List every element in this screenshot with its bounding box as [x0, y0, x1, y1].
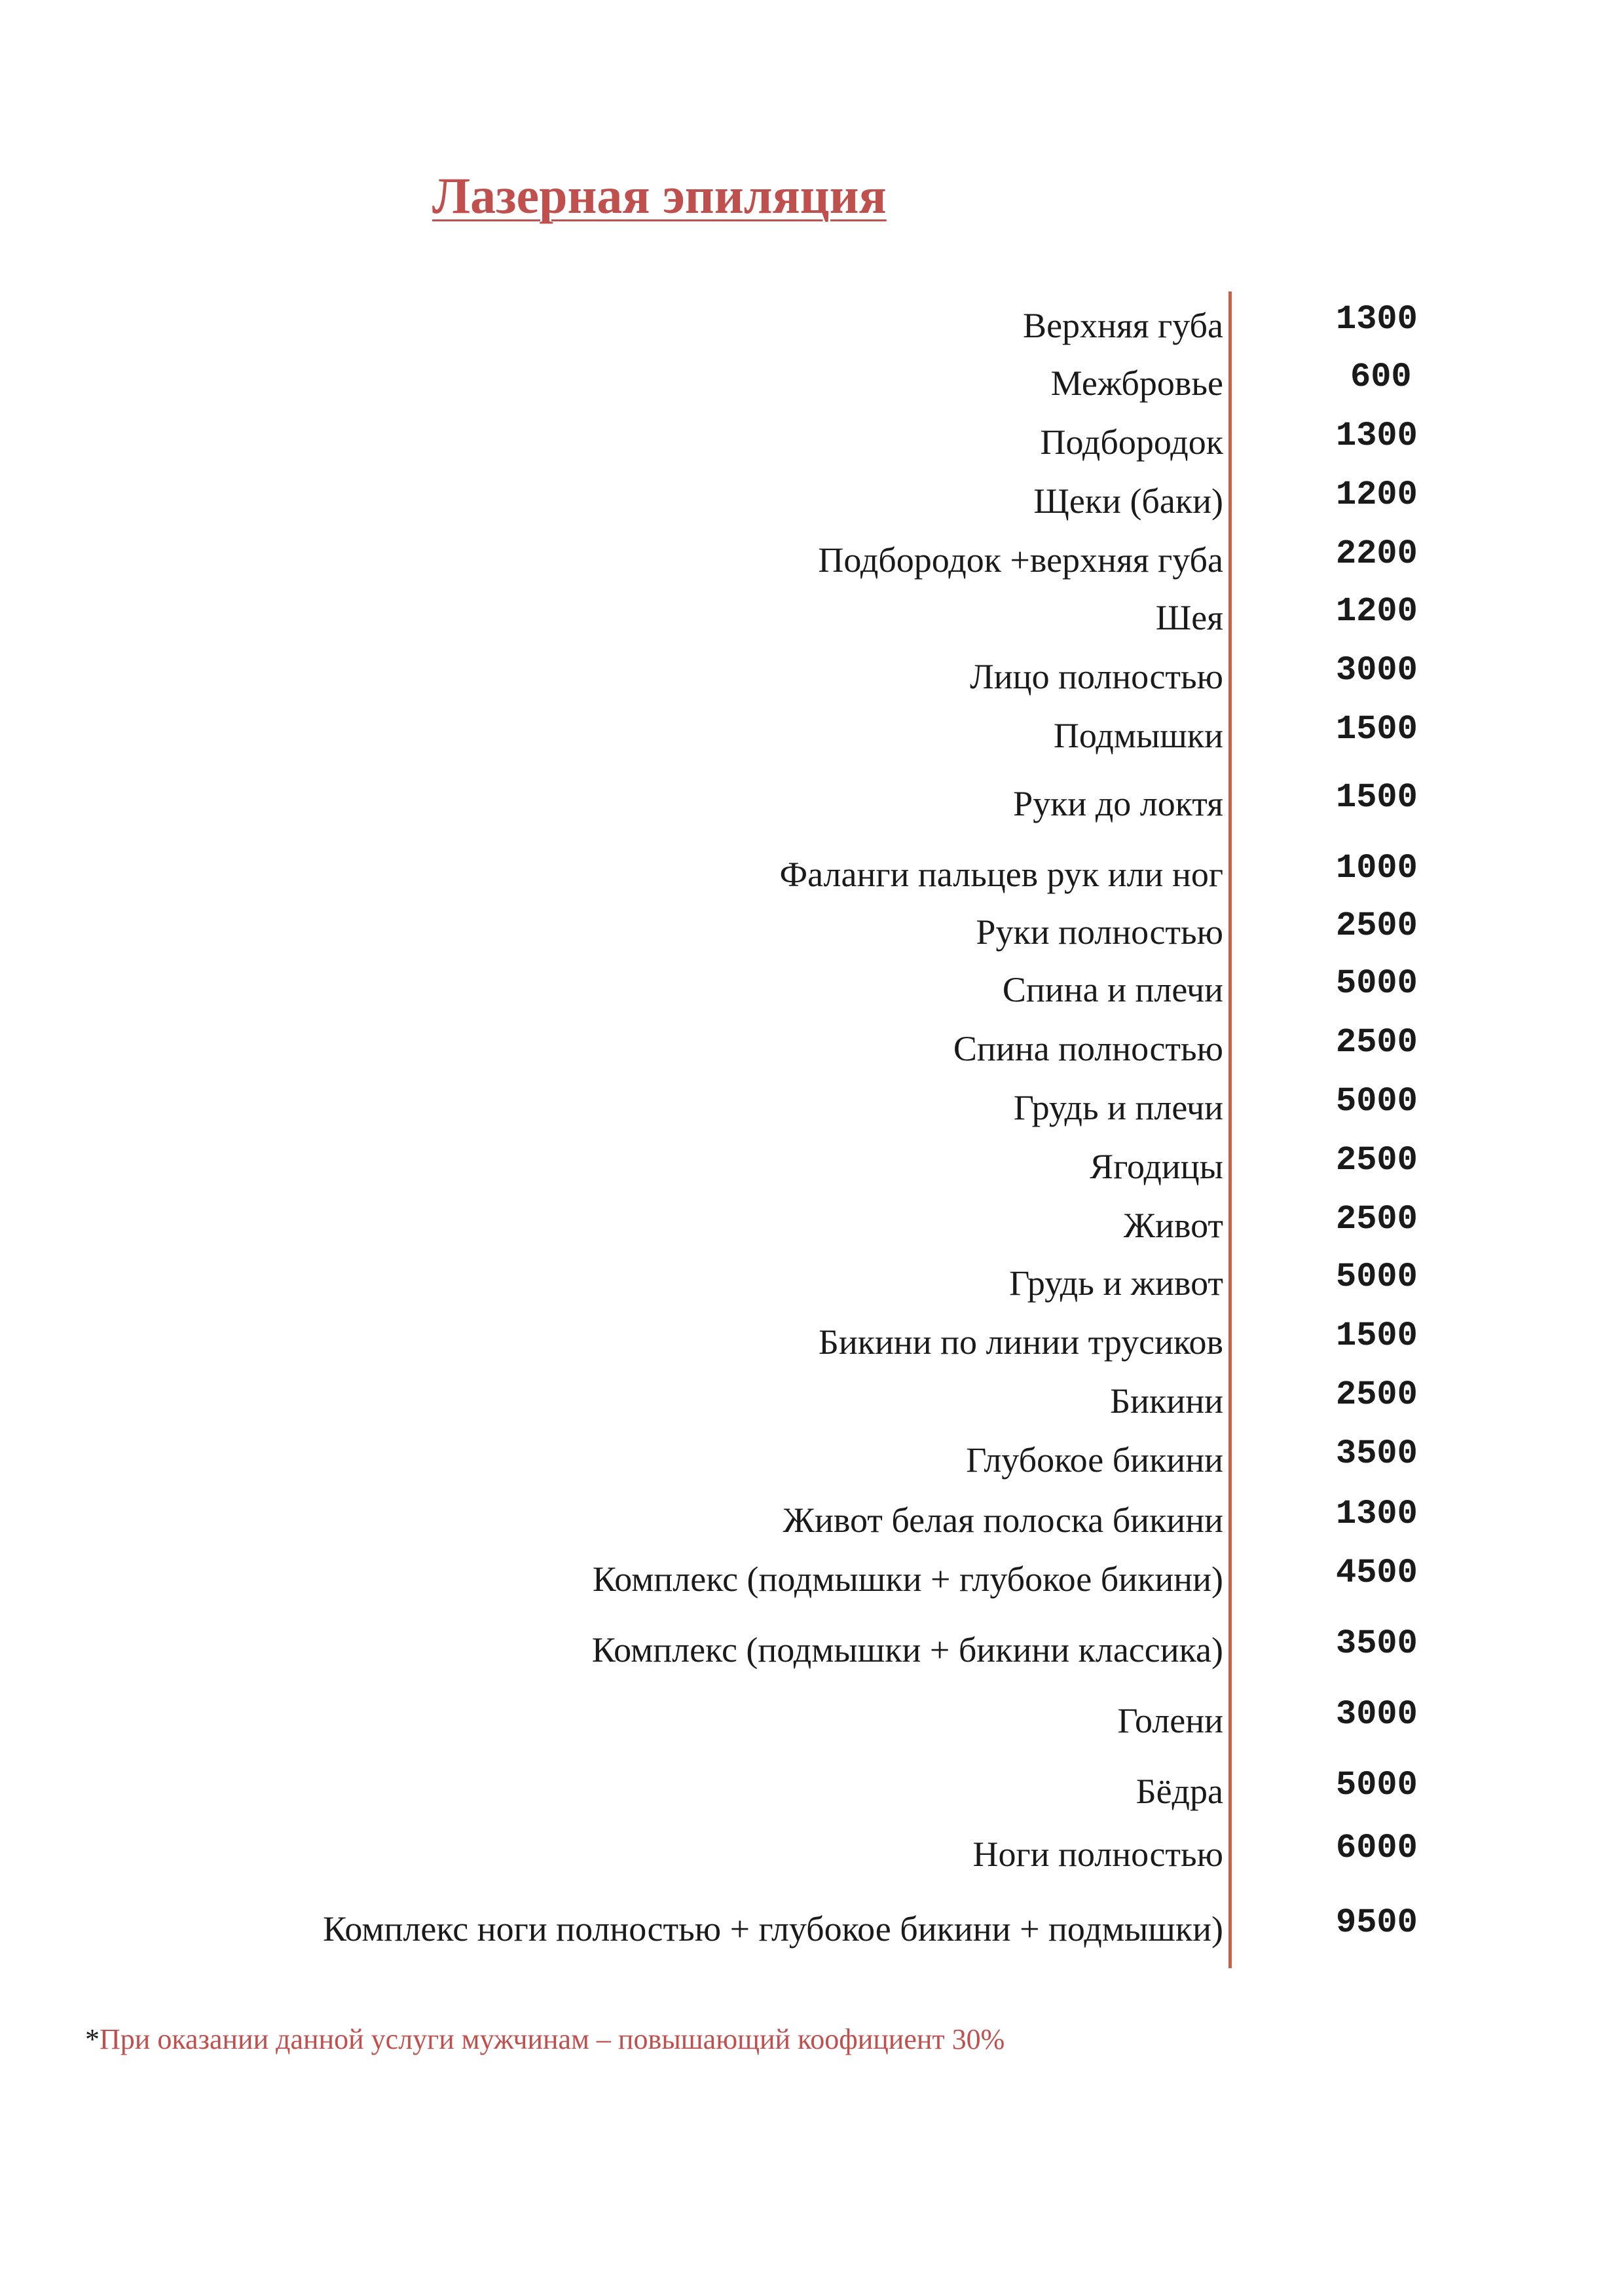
price-row [0, 534, 1624, 588]
service-name: Бёдра [1135, 1772, 1223, 1811]
price-row [0, 1082, 1624, 1136]
service-price: 1300 [1336, 1495, 1418, 1533]
service-price: 1000 [1336, 849, 1418, 887]
service-name: Подбородок +верхняя губа [818, 540, 1223, 580]
service-name: Спина полностью [953, 1029, 1223, 1068]
service-price: 4500 [1336, 1554, 1418, 1592]
service-name: Подмышки [1053, 716, 1223, 755]
service-price: 2500 [1336, 1200, 1418, 1239]
service-price: 1200 [1336, 476, 1418, 514]
service-name: Живот [1123, 1206, 1223, 1245]
price-row [0, 651, 1624, 705]
footnote [85, 2025, 1005, 2054]
service-name: Руки полностью [976, 912, 1223, 952]
service-name: Спина и плечи [1002, 970, 1223, 1009]
service-name: Бикини по линии трусиков [818, 1322, 1223, 1362]
service-name: Верхняя губа [1023, 306, 1223, 345]
service-name: Глубокое бикини [966, 1440, 1223, 1480]
price-row [0, 1695, 1624, 1749]
service-name: Щеки (баки) [1033, 481, 1223, 521]
service-name: Живот белая полоска бикини [783, 1501, 1223, 1540]
service-name: Ноги полностью [972, 1835, 1223, 1874]
service-price: 9500 [1336, 1903, 1418, 1942]
footnote-text: При оказании данной услуги мужчинам – повышающий коофициент 30% [100, 2023, 1005, 2055]
price-row [0, 1258, 1624, 1311]
price-row [0, 1829, 1624, 1882]
price-row [0, 300, 1624, 354]
service-name: Ягодицы [1090, 1147, 1223, 1186]
service-price: 1300 [1336, 417, 1418, 455]
service-name: Лицо полностью [970, 657, 1223, 696]
price-row [0, 710, 1624, 764]
service-price: 5000 [1336, 1258, 1418, 1296]
service-name: Голени [1117, 1701, 1223, 1740]
service-price: 1500 [1336, 1316, 1418, 1355]
service-name: Комплекс (подмышки + бикини классика) [591, 1630, 1223, 1670]
service-price: 2200 [1336, 534, 1418, 573]
price-row [0, 1023, 1624, 1077]
price-row [0, 417, 1624, 470]
page-title: Лазерная эпиляция [432, 167, 887, 225]
price-row [0, 476, 1624, 529]
price-row [0, 1624, 1624, 1678]
service-price: 1200 [1336, 592, 1418, 631]
price-row [0, 1375, 1624, 1429]
price-row [0, 592, 1624, 646]
service-price: 3000 [1336, 651, 1418, 690]
price-row [0, 778, 1624, 832]
service-price: 5000 [1336, 1766, 1418, 1804]
service-price: 1300 [1336, 300, 1418, 339]
service-price: 2500 [1336, 1141, 1418, 1180]
service-price: 1500 [1336, 710, 1418, 749]
service-name: Подбородок [1040, 422, 1223, 462]
price-row [0, 1200, 1624, 1254]
service-price: 6000 [1336, 1829, 1418, 1867]
service-name: Руки до локтя [1013, 784, 1223, 823]
price-row [0, 1766, 1624, 1819]
price-row [0, 358, 1624, 411]
price-row [0, 1141, 1624, 1195]
service-name: Грудь и плечи [1013, 1088, 1223, 1127]
service-name: Шея [1155, 598, 1223, 637]
service-price: 2500 [1336, 906, 1418, 945]
footnote-marker: * [85, 2023, 100, 2055]
service-price: 3500 [1336, 1434, 1418, 1473]
service-name: Грудь и живот [1009, 1263, 1223, 1303]
service-price: 3000 [1336, 1695, 1418, 1734]
service-name: Комплекс (подмышки + глубокое бикини) [592, 1559, 1223, 1599]
price-row [0, 1316, 1624, 1370]
service-name: Комплекс ноги полностью + глубокое бикини + подмышки) [323, 1909, 1223, 1949]
price-row [0, 906, 1624, 960]
service-price: 1500 [1336, 778, 1418, 817]
service-name: Межбровье [1050, 364, 1223, 403]
service-price: 2500 [1336, 1023, 1418, 1062]
price-row [0, 1554, 1624, 1607]
price-row [0, 964, 1624, 1018]
price-row [0, 849, 1624, 903]
price-row [0, 1495, 1624, 1548]
service-name: Фаланги пальцев рук или ног [779, 855, 1223, 894]
price-row [0, 1434, 1624, 1488]
service-price: 5000 [1336, 1082, 1418, 1121]
service-price: 2500 [1336, 1375, 1418, 1414]
service-price: 3500 [1336, 1624, 1418, 1663]
service-price: 600 [1350, 358, 1412, 396]
service-price: 5000 [1336, 964, 1418, 1003]
service-name: Бикини [1110, 1381, 1223, 1421]
price-row [0, 1903, 1624, 1957]
